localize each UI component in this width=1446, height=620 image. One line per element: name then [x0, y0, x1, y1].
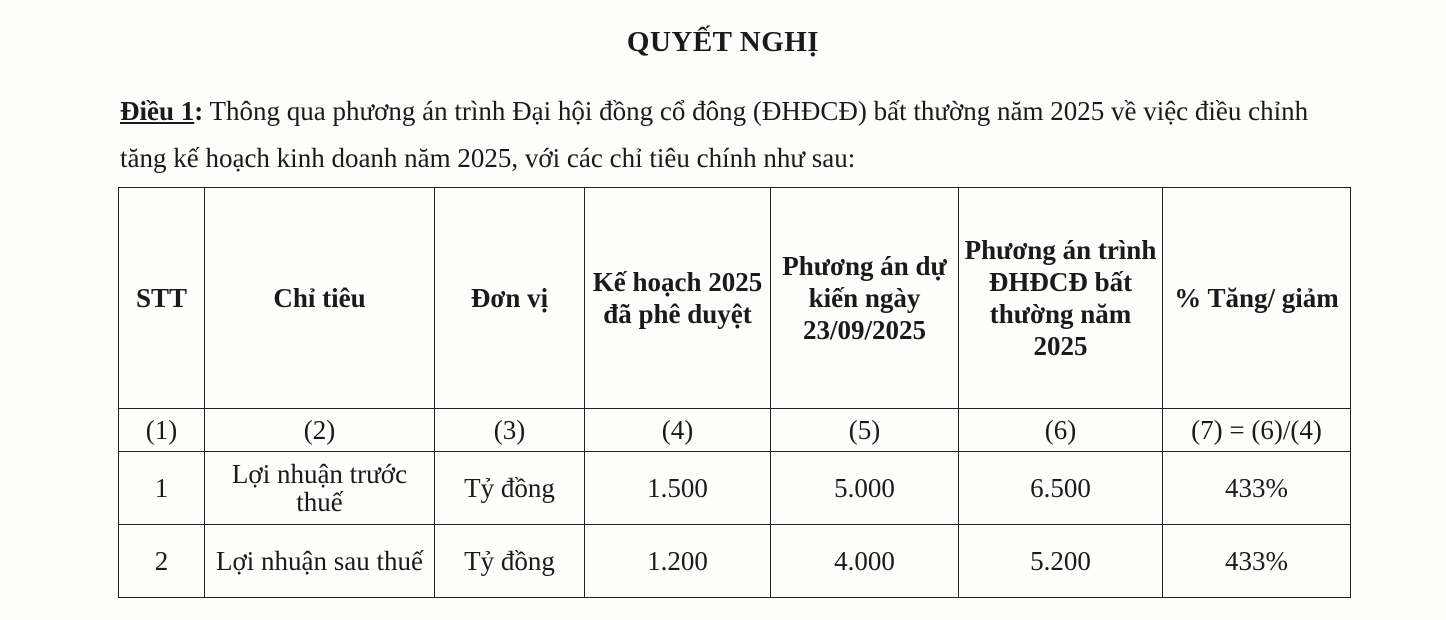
cell-approved-plan: 1.500	[585, 452, 771, 525]
article-label: Điều 1	[120, 96, 195, 126]
header-unit: Đơn vị	[435, 188, 585, 409]
header-indicator: Chỉ tiêu	[205, 188, 435, 409]
column-number-row	[119, 409, 1351, 452]
table-row	[119, 525, 1351, 598]
cell-stt: 1	[119, 452, 205, 525]
column-number: (2)	[205, 409, 435, 452]
column-number: (5)	[771, 409, 959, 452]
cell-change: 433%	[1163, 452, 1351, 525]
header-submitted-plan: Phương án trình ĐHĐCĐ bất thường năm 2025	[959, 188, 1163, 409]
cell-expected-plan: 4.000	[771, 525, 959, 598]
business-plan-table	[118, 187, 1351, 598]
header-expected-plan: Phương án dự kiến ngày 23/09/2025	[771, 188, 959, 409]
header-approved-plan: Kế hoạch 2025 đã phê duyệt	[585, 188, 771, 409]
cell-unit: Tỷ đồng	[435, 452, 585, 525]
column-number: (1)	[119, 409, 205, 452]
header-stt: STT	[119, 188, 205, 409]
cell-unit: Tỷ đồng	[435, 525, 585, 598]
column-number: (6)	[959, 409, 1163, 452]
cell-indicator: Lợi nhuận sau thuế	[205, 525, 435, 598]
cell-submitted-plan: 6.500	[959, 452, 1163, 525]
header-change: % Tăng/ giảm	[1163, 188, 1351, 409]
column-number: (7) = (6)/(4)	[1163, 409, 1351, 452]
column-number: (4)	[585, 409, 771, 452]
table-row	[119, 452, 1351, 525]
cell-indicator: Lợi nhuận trước thuế	[205, 452, 435, 525]
cell-stt: 2	[119, 525, 205, 598]
article-paragraph	[120, 88, 1360, 182]
article-text: Thông qua phương án trình Đại hội đồng cổ đông (ĐHĐCĐ) bất thường năm 2025 về việc điều chỉnh tăng kế hoạch kinh doanh năm 2025, với các chỉ tiêu chính như sau:	[120, 96, 1309, 173]
cell-change: 433%	[1163, 525, 1351, 598]
column-number: (3)	[435, 409, 585, 452]
cell-submitted-plan: 5.200	[959, 525, 1163, 598]
cell-expected-plan: 5.000	[771, 452, 959, 525]
article-colon: :	[194, 96, 204, 126]
document-title: QUYẾT NGHỊ	[626, 26, 820, 58]
table-header-row	[119, 188, 1351, 409]
cell-approved-plan: 1.200	[585, 525, 771, 598]
